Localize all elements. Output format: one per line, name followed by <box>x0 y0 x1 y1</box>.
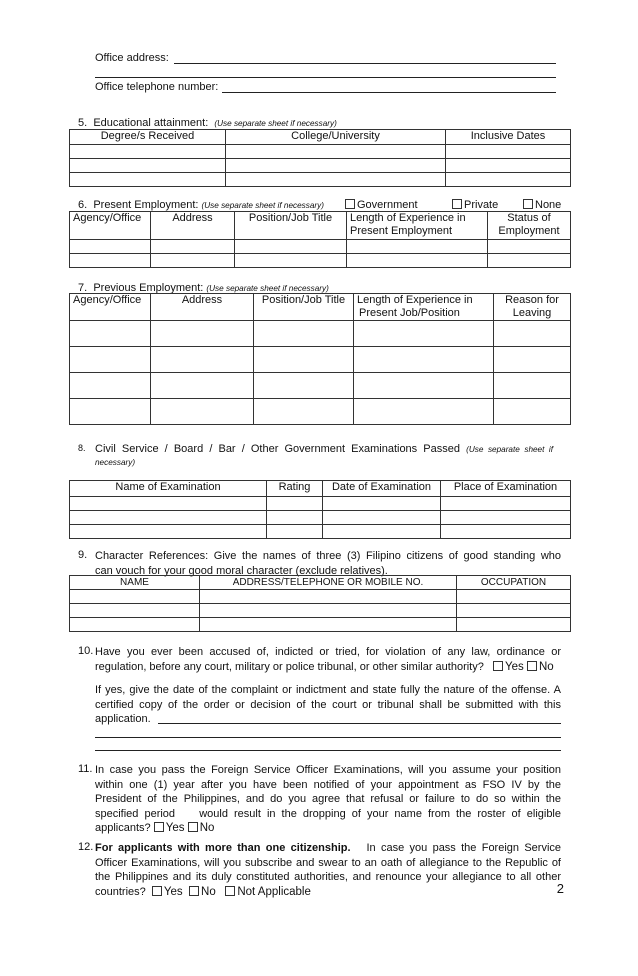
s8-number: 8. <box>78 443 86 453</box>
present-header-agency: Agency/Office <box>70 212 151 240</box>
checkbox-icon[interactable] <box>452 199 462 209</box>
present-cell[interactable] <box>70 254 151 268</box>
s10-line2 <box>95 660 561 675</box>
previous-cell[interactable] <box>354 347 494 373</box>
option-government[interactable] <box>345 199 418 211</box>
education-header-degree: Degree/s Received <box>70 130 226 145</box>
previous-cell[interactable] <box>494 321 571 347</box>
s9-line2: can vouch for your good moral character (exclude relatives). <box>95 564 388 577</box>
exam-cell[interactable] <box>267 511 323 525</box>
s8-note: (Use separate sheet if <box>466 445 554 454</box>
offense-details-field[interactable] <box>158 723 561 724</box>
s10-no-label: No <box>539 660 554 673</box>
previous-header-reason-line2: Leaving <box>512 307 552 319</box>
previous-cell[interactable] <box>494 373 571 399</box>
references-header-name: NAME <box>70 576 200 590</box>
exam-header-place: Place of Examination <box>441 481 571 497</box>
education-cell[interactable] <box>70 159 226 173</box>
previous-cell[interactable] <box>70 321 151 347</box>
option-private-label: Private <box>464 199 499 211</box>
checkbox-icon[interactable] <box>188 822 198 832</box>
exam-cell[interactable] <box>441 511 571 525</box>
table-row <box>70 254 571 268</box>
present-cell[interactable] <box>347 240 488 254</box>
reference-cell[interactable] <box>200 618 457 632</box>
offense-details-field-line2[interactable] <box>95 737 561 738</box>
checkbox-icon[interactable] <box>523 199 533 209</box>
s6-note: (Use separate sheet if necessary) <box>201 201 324 210</box>
table-row <box>70 618 571 632</box>
present-cell[interactable] <box>347 254 488 268</box>
s12-line4-text: countries? <box>95 885 146 898</box>
present-cell[interactable] <box>488 254 571 268</box>
exam-cell[interactable] <box>323 511 441 525</box>
s12-line4 <box>95 885 561 900</box>
option-government-label: Government <box>357 199 418 211</box>
previous-cell[interactable] <box>354 373 494 399</box>
exam-header-date: Date of Examination <box>323 481 441 497</box>
s5-heading <box>78 117 337 129</box>
previous-header-position: Position/Job Title <box>254 294 354 321</box>
table-row <box>70 347 571 373</box>
present-cell[interactable] <box>235 240 347 254</box>
offense-details-field-line3[interactable] <box>95 750 561 751</box>
exam-cell[interactable] <box>267 497 323 511</box>
office-phone-field[interactable] <box>222 92 556 93</box>
s9-number: 9. <box>78 549 88 561</box>
exam-cell[interactable] <box>70 511 267 525</box>
previous-cell[interactable] <box>354 399 494 425</box>
previous-header-length <box>354 294 494 321</box>
s7-note: (Use separate sheet if necessary) <box>206 284 329 293</box>
exam-cell[interactable] <box>70 525 267 539</box>
s11-number: 11. <box>78 763 93 775</box>
s12-line2: Officer Examinations, will you subscribe and swear to an oath of allegiance to the Republic of <box>95 856 561 869</box>
table-row <box>70 145 571 159</box>
exam-cell[interactable] <box>267 525 323 539</box>
references-table <box>69 575 571 632</box>
option-none-label: None <box>535 199 562 211</box>
education-cell[interactable] <box>226 159 446 173</box>
table-row <box>70 590 571 604</box>
present-header-length-line2: Present Employment <box>350 225 453 237</box>
s5-number: 5. <box>78 117 88 129</box>
s8-note-line2: necessary) <box>95 458 136 467</box>
checkbox-icon[interactable] <box>225 886 235 896</box>
s6-number: 6. <box>78 199 88 211</box>
table-row <box>70 321 571 347</box>
previous-cell[interactable] <box>254 321 354 347</box>
previous-cell[interactable] <box>254 399 354 425</box>
present-header-position: Position/Job Title <box>235 212 347 240</box>
s9-text <box>95 549 561 578</box>
previous-employment-table <box>69 293 571 425</box>
present-employment-table <box>69 211 571 268</box>
exam-cell[interactable] <box>323 497 441 511</box>
s12-number: 12. <box>78 841 94 853</box>
s11-line2: within one (1) year after you have been notified of your appointment as FSO IV by the <box>95 778 561 791</box>
previous-cell[interactable] <box>494 347 571 373</box>
s8-title: Civil Service / Board / Bar / Other Government Examinations Passed <box>95 443 460 455</box>
table-row <box>70 604 571 618</box>
exam-cell[interactable] <box>323 525 441 539</box>
table-row <box>70 240 571 254</box>
s11-no-label: No <box>199 822 215 835</box>
references-header-occupation: OCCUPATION <box>457 576 571 590</box>
previous-cell[interactable] <box>70 347 151 373</box>
reference-cell[interactable] <box>200 590 457 604</box>
s12-question <box>95 841 561 899</box>
office-address-label: Office address: <box>95 52 169 64</box>
education-cell[interactable] <box>70 173 226 187</box>
education-table <box>69 129 571 187</box>
s9-line1: Character References: Give the names of three (3) Filipino citizens of good standing who <box>95 550 561 562</box>
reference-cell[interactable] <box>200 604 457 618</box>
previous-header-reason <box>494 294 571 321</box>
s12-no-label: No <box>201 885 216 898</box>
s10-p2-line1: If yes, give the date of the complaint or indictment and state fully the nature of the offense. A <box>95 684 561 696</box>
s11-line5-text: applicants? <box>95 822 151 835</box>
s12-line1 <box>95 841 561 856</box>
present-header-length-line1: Length of Experience in <box>350 212 466 224</box>
previous-header-length-line2: Present Job/Position <box>359 307 460 319</box>
checkbox-icon[interactable] <box>527 661 537 671</box>
present-cell[interactable] <box>488 240 571 254</box>
education-header-college: College/University <box>226 130 446 145</box>
s6-title: Present Employment: <box>93 199 199 211</box>
option-none[interactable] <box>523 199 561 211</box>
office-address-field-line2[interactable] <box>95 77 556 78</box>
exam-cell[interactable] <box>441 525 571 539</box>
table-row <box>70 525 571 539</box>
checkbox-icon[interactable] <box>152 886 162 896</box>
s12-bold-title: For applicants with more than one citizenship. <box>95 842 351 854</box>
reference-cell[interactable] <box>70 618 200 632</box>
s11-yes-label: Yes <box>165 822 185 835</box>
s12-line3: the Philippines and its duly constituted authorities, and renounce your allegiance to all other <box>95 871 561 884</box>
present-header-status-line2: Employment <box>498 225 560 237</box>
present-cell[interactable] <box>70 240 151 254</box>
present-header-status-line1: Status of <box>507 212 551 224</box>
previous-cell[interactable] <box>70 399 151 425</box>
exam-cell[interactable] <box>441 497 571 511</box>
education-cell[interactable] <box>446 145 571 159</box>
exam-header-name: Name of Examination <box>70 481 267 497</box>
table-row <box>70 511 571 525</box>
reference-cell[interactable] <box>457 590 571 604</box>
table-row <box>70 497 571 511</box>
previous-header-length-line1: Length of Experience in <box>357 294 473 306</box>
s5-title: Educational attainment: <box>93 117 209 129</box>
checkbox-icon[interactable] <box>189 886 199 896</box>
reference-cell[interactable] <box>70 604 200 618</box>
present-cell[interactable] <box>235 254 347 268</box>
education-cell[interactable] <box>226 173 446 187</box>
s11-line3: President of the Philippines, and do you agree that refusal or failure to do so within the <box>95 793 561 806</box>
present-header-address: Address <box>151 212 235 240</box>
s10-details <box>95 683 561 727</box>
previous-cell[interactable] <box>254 373 354 399</box>
option-private[interactable] <box>452 199 498 211</box>
previous-cell[interactable] <box>151 321 254 347</box>
education-cell[interactable] <box>446 173 571 187</box>
page-number: 2 <box>556 881 564 896</box>
s7-title: Previous Employment: <box>93 282 204 294</box>
previous-cell[interactable] <box>151 347 254 373</box>
reference-cell[interactable] <box>457 604 571 618</box>
present-header-status <box>488 212 571 240</box>
present-cell[interactable] <box>151 254 235 268</box>
reference-cell[interactable] <box>70 590 200 604</box>
s11-line5 <box>95 821 561 836</box>
s12-na-label: Not Applicable <box>237 885 311 898</box>
education-cell[interactable] <box>70 145 226 159</box>
table-row <box>70 399 571 425</box>
s10-yes-label: Yes <box>505 660 524 673</box>
previous-cell[interactable] <box>254 347 354 373</box>
office-phone-label: Office telephone number: <box>95 81 219 93</box>
s6-heading <box>78 199 324 211</box>
previous-cell[interactable] <box>494 399 571 425</box>
checkbox-icon[interactable] <box>345 199 355 209</box>
education-cell[interactable] <box>226 145 446 159</box>
previous-cell[interactable] <box>70 373 151 399</box>
exam-cell[interactable] <box>70 497 267 511</box>
s10-number: 10. <box>78 645 94 657</box>
education-cell[interactable] <box>446 159 571 173</box>
s12-yes-label: Yes <box>163 885 183 898</box>
education-header-dates: Inclusive Dates <box>446 130 571 145</box>
table-row <box>70 373 571 399</box>
s10-p2-line2: certified copy of the order or decision of the court or tribunal shall be submitted with this <box>95 698 561 711</box>
office-address-field[interactable] <box>174 63 556 64</box>
examinations-table <box>69 480 571 539</box>
s11-question <box>95 763 561 836</box>
s11-line1: In case you pass the Foreign Service Officer Examinations, will you assume your position <box>95 764 561 776</box>
checkbox-icon[interactable] <box>493 661 503 671</box>
present-cell[interactable] <box>151 240 235 254</box>
s7-number: 7. <box>78 282 88 294</box>
s10-p2-line3: application. <box>95 713 151 726</box>
table-row <box>70 159 571 173</box>
s5-note: (Use separate sheet if necessary) <box>214 119 337 128</box>
s10-question <box>95 645 561 674</box>
table-row <box>70 173 571 187</box>
s12-line1-rest: In case you pass the Foreign Service <box>366 842 562 854</box>
present-header-length <box>347 212 488 240</box>
previous-header-agency: Agency/Office <box>70 294 151 321</box>
exam-header-rating: Rating <box>267 481 323 497</box>
previous-cell[interactable] <box>151 399 254 425</box>
checkbox-icon[interactable] <box>154 822 164 832</box>
previous-header-address: Address <box>151 294 254 321</box>
references-header-address: ADDRESS/TELEPHONE OR MOBILE NO. <box>200 576 457 590</box>
s10-line2-text: regulation, before any court, military or police tribunal, or other similar authority? <box>95 660 484 673</box>
previous-cell[interactable] <box>354 321 494 347</box>
previous-header-reason-line1: Reason for <box>505 294 559 306</box>
s8-heading <box>95 443 553 455</box>
reference-cell[interactable] <box>457 618 571 632</box>
previous-cell[interactable] <box>151 373 254 399</box>
s10-line1: Have you ever been accused of, indicted or tried, for violation of any law, ordinance or <box>95 646 561 658</box>
s11-line4: specified period would result in the dropping of your name from the roster of eligible <box>95 807 561 820</box>
